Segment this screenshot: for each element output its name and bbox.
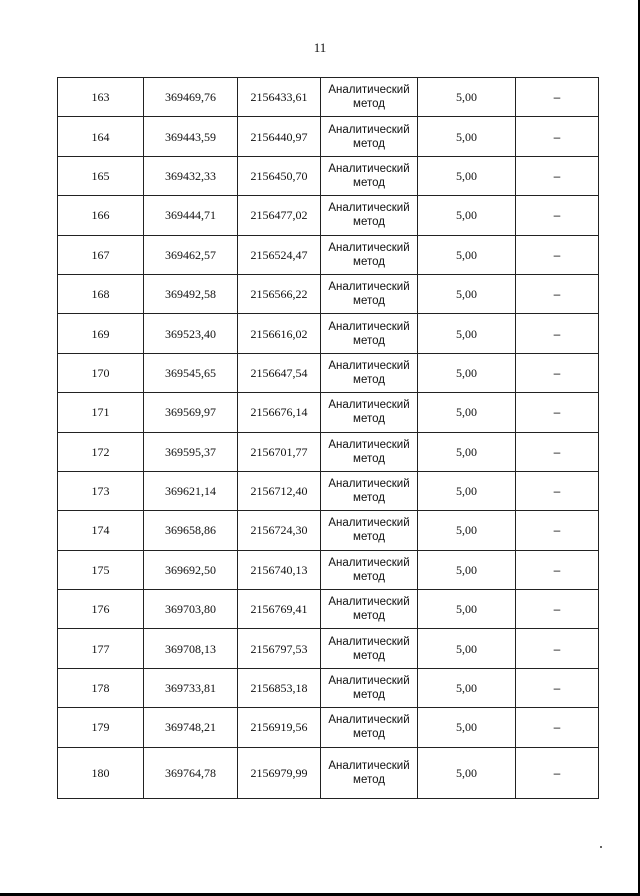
- table-row: [58, 314, 599, 353]
- method-line-2: метод: [353, 492, 385, 505]
- dash-cell: [516, 353, 599, 392]
- method-line-2: метод: [353, 255, 385, 268]
- method-line-2: метод: [353, 176, 385, 189]
- method-cell: [321, 471, 418, 510]
- accuracy-cell: 5,00: [418, 196, 516, 235]
- dash-mark: –: [553, 405, 561, 420]
- dash-mark: –: [553, 523, 561, 538]
- accuracy-cell: 5,00: [418, 353, 516, 392]
- point-number-cell: 167: [58, 235, 144, 274]
- point-number-cell: 166: [58, 196, 144, 235]
- dash-cell: [516, 78, 599, 117]
- table-row: [58, 511, 599, 550]
- table-row: [58, 393, 599, 432]
- method-cell: [321, 353, 418, 392]
- dash-cell: [516, 393, 599, 432]
- method-cell: [321, 78, 418, 117]
- accuracy-cell: 5,00: [418, 668, 516, 707]
- dash-mark: –: [553, 365, 561, 380]
- accuracy-cell: 5,00: [418, 511, 516, 550]
- dash-cell: [516, 235, 599, 274]
- method-line-2: метод: [353, 452, 385, 465]
- method-cell: [321, 668, 418, 707]
- point-number-cell: 170: [58, 353, 144, 392]
- x-coordinate-cell: 369432,33: [144, 156, 238, 195]
- table-row: [58, 156, 599, 195]
- accuracy-cell: 5,00: [418, 747, 516, 798]
- method-cell: [321, 708, 418, 747]
- point-number-cell: 169: [58, 314, 144, 353]
- table-row: [58, 274, 599, 313]
- method-line-1: Аналитический: [328, 241, 410, 254]
- dash-mark: –: [553, 602, 561, 617]
- coordinates-table: [57, 77, 599, 799]
- dash-mark: –: [553, 681, 561, 696]
- y-coordinate-cell: 2156724,30: [238, 511, 321, 550]
- accuracy-cell: 5,00: [418, 550, 516, 589]
- method-line-2: метод: [353, 773, 385, 786]
- point-number-cell: 174: [58, 511, 144, 550]
- table-row: [58, 353, 599, 392]
- method-cell: [321, 235, 418, 274]
- point-number-cell: 177: [58, 629, 144, 668]
- method-line-1: Аналитический: [328, 162, 410, 175]
- table-row: [58, 629, 599, 668]
- y-coordinate-cell: 2156979,99: [238, 747, 321, 798]
- dash-cell: [516, 590, 599, 629]
- method-line-2: метод: [353, 413, 385, 426]
- x-coordinate-cell: 369748,21: [144, 708, 238, 747]
- y-coordinate-cell: 2156797,53: [238, 629, 321, 668]
- point-number-cell: 175: [58, 550, 144, 589]
- method-cell: [321, 156, 418, 195]
- table-row: [58, 78, 599, 117]
- table-row: [58, 235, 599, 274]
- table-row: [58, 708, 599, 747]
- method-line-1: Аналитический: [328, 596, 410, 609]
- method-line-1: Аналитический: [328, 123, 410, 136]
- x-coordinate-cell: 369733,81: [144, 668, 238, 707]
- dash-cell: [516, 156, 599, 195]
- y-coordinate-cell: 2156701,77: [238, 432, 321, 471]
- method-line-2: метод: [353, 649, 385, 662]
- accuracy-cell: 5,00: [418, 314, 516, 353]
- x-coordinate-cell: 369621,14: [144, 471, 238, 510]
- method-cell: [321, 432, 418, 471]
- point-number-cell: 168: [58, 274, 144, 313]
- method-cell: [321, 314, 418, 353]
- point-number-cell: 176: [58, 590, 144, 629]
- method-line-2: метод: [353, 728, 385, 741]
- dash-mark: –: [553, 287, 561, 302]
- y-coordinate-cell: 2156647,54: [238, 353, 321, 392]
- dash-cell: [516, 117, 599, 156]
- table-row: [58, 196, 599, 235]
- method-line-2: метод: [353, 137, 385, 150]
- method-cell: [321, 393, 418, 432]
- method-line-1: Аналитический: [328, 84, 410, 97]
- method-line-2: метод: [353, 216, 385, 229]
- dash-mark: –: [553, 444, 561, 459]
- dash-mark: –: [553, 641, 561, 656]
- dash-mark: –: [553, 129, 561, 144]
- table-row: [58, 590, 599, 629]
- dash-mark: –: [553, 208, 561, 223]
- method-line-2: метод: [353, 689, 385, 702]
- accuracy-cell: 5,00: [418, 629, 516, 668]
- method-line-2: метод: [353, 570, 385, 583]
- method-line-2: метод: [353, 295, 385, 308]
- x-coordinate-cell: 369569,97: [144, 393, 238, 432]
- table-row: [58, 747, 599, 798]
- x-coordinate-cell: 369443,59: [144, 117, 238, 156]
- dash-cell: [516, 196, 599, 235]
- point-number-cell: 164: [58, 117, 144, 156]
- y-coordinate-cell: 2156524,47: [238, 235, 321, 274]
- dash-mark: –: [553, 168, 561, 183]
- accuracy-cell: 5,00: [418, 235, 516, 274]
- x-coordinate-cell: 369492,58: [144, 274, 238, 313]
- x-coordinate-cell: 369692,50: [144, 550, 238, 589]
- accuracy-cell: 5,00: [418, 590, 516, 629]
- dash-cell: [516, 432, 599, 471]
- accuracy-cell: 5,00: [418, 432, 516, 471]
- dash-cell: [516, 314, 599, 353]
- dash-cell: [516, 668, 599, 707]
- method-cell: [321, 590, 418, 629]
- y-coordinate-cell: 2156712,40: [238, 471, 321, 510]
- dash-mark: –: [553, 720, 561, 735]
- method-line-1: Аналитический: [328, 438, 410, 451]
- method-line-2: метод: [353, 373, 385, 386]
- accuracy-cell: 5,00: [418, 117, 516, 156]
- point-number-cell: 180: [58, 747, 144, 798]
- method-line-1: Аналитический: [328, 556, 410, 569]
- method-line-1: Аналитический: [328, 478, 410, 491]
- y-coordinate-cell: 2156616,02: [238, 314, 321, 353]
- method-line-2: метод: [353, 334, 385, 347]
- y-coordinate-cell: 2156440,97: [238, 117, 321, 156]
- method-cell: [321, 629, 418, 668]
- point-number-cell: 172: [58, 432, 144, 471]
- accuracy-cell: 5,00: [418, 708, 516, 747]
- x-coordinate-cell: 369444,71: [144, 196, 238, 235]
- y-coordinate-cell: 2156566,22: [238, 274, 321, 313]
- x-coordinate-cell: 369658,86: [144, 511, 238, 550]
- dash-cell: [516, 747, 599, 798]
- method-cell: [321, 747, 418, 798]
- x-coordinate-cell: 369595,37: [144, 432, 238, 471]
- method-cell: [321, 550, 418, 589]
- method-cell: [321, 117, 418, 156]
- table-row: [58, 117, 599, 156]
- dash-mark: –: [553, 484, 561, 499]
- method-line-1: Аналитический: [328, 399, 410, 412]
- point-number-cell: 179: [58, 708, 144, 747]
- dash-mark: –: [553, 562, 561, 577]
- dash-cell: [516, 274, 599, 313]
- method-line-1: Аналитический: [328, 202, 410, 215]
- point-number-cell: 163: [58, 78, 144, 117]
- accuracy-cell: 5,00: [418, 78, 516, 117]
- scan-speck: [600, 846, 602, 848]
- dash-mark: –: [553, 90, 561, 105]
- dash-cell: [516, 550, 599, 589]
- y-coordinate-cell: 2156676,14: [238, 393, 321, 432]
- dash-cell: [516, 708, 599, 747]
- y-coordinate-cell: 2156433,61: [238, 78, 321, 117]
- method-cell: [321, 274, 418, 313]
- y-coordinate-cell: 2156740,13: [238, 550, 321, 589]
- method-line-1: Аналитический: [328, 675, 410, 688]
- method-line-1: Аналитический: [328, 359, 410, 372]
- method-line-1: Аналитический: [328, 281, 410, 294]
- x-coordinate-cell: 369469,76: [144, 78, 238, 117]
- method-line-2: метод: [353, 98, 385, 111]
- method-line-1: Аналитический: [328, 320, 410, 333]
- y-coordinate-cell: 2156919,56: [238, 708, 321, 747]
- accuracy-cell: 5,00: [418, 156, 516, 195]
- table-row: [58, 471, 599, 510]
- y-coordinate-cell: 2156450,70: [238, 156, 321, 195]
- point-number-cell: 171: [58, 393, 144, 432]
- dash-mark: –: [553, 326, 561, 341]
- table-row: [58, 668, 599, 707]
- accuracy-cell: 5,00: [418, 274, 516, 313]
- point-number-cell: 165: [58, 156, 144, 195]
- method-line-1: Аналитический: [328, 759, 410, 772]
- method-line-1: Аналитический: [328, 635, 410, 648]
- y-coordinate-cell: 2156477,02: [238, 196, 321, 235]
- method-line-2: метод: [353, 531, 385, 544]
- y-coordinate-cell: 2156769,41: [238, 590, 321, 629]
- x-coordinate-cell: 369708,13: [144, 629, 238, 668]
- page-number: 11: [313, 40, 327, 55]
- method-cell: [321, 196, 418, 235]
- method-line-1: Аналитический: [328, 517, 410, 530]
- x-coordinate-cell: 369764,78: [144, 747, 238, 798]
- dash-mark: –: [553, 247, 561, 262]
- coordinates-table-body: [58, 78, 599, 799]
- method-line-1: Аналитический: [328, 714, 410, 727]
- accuracy-cell: 5,00: [418, 393, 516, 432]
- x-coordinate-cell: 369462,57: [144, 235, 238, 274]
- y-coordinate-cell: 2156853,18: [238, 668, 321, 707]
- dash-cell: [516, 629, 599, 668]
- method-line-2: метод: [353, 610, 385, 623]
- method-cell: [321, 511, 418, 550]
- accuracy-cell: 5,00: [418, 471, 516, 510]
- table-row: [58, 432, 599, 471]
- x-coordinate-cell: 369703,80: [144, 590, 238, 629]
- x-coordinate-cell: 369523,40: [144, 314, 238, 353]
- point-number-cell: 178: [58, 668, 144, 707]
- table-row: [58, 550, 599, 589]
- dash-mark: –: [553, 765, 561, 780]
- point-number-cell: 173: [58, 471, 144, 510]
- dash-cell: [516, 471, 599, 510]
- dash-cell: [516, 511, 599, 550]
- x-coordinate-cell: 369545,65: [144, 353, 238, 392]
